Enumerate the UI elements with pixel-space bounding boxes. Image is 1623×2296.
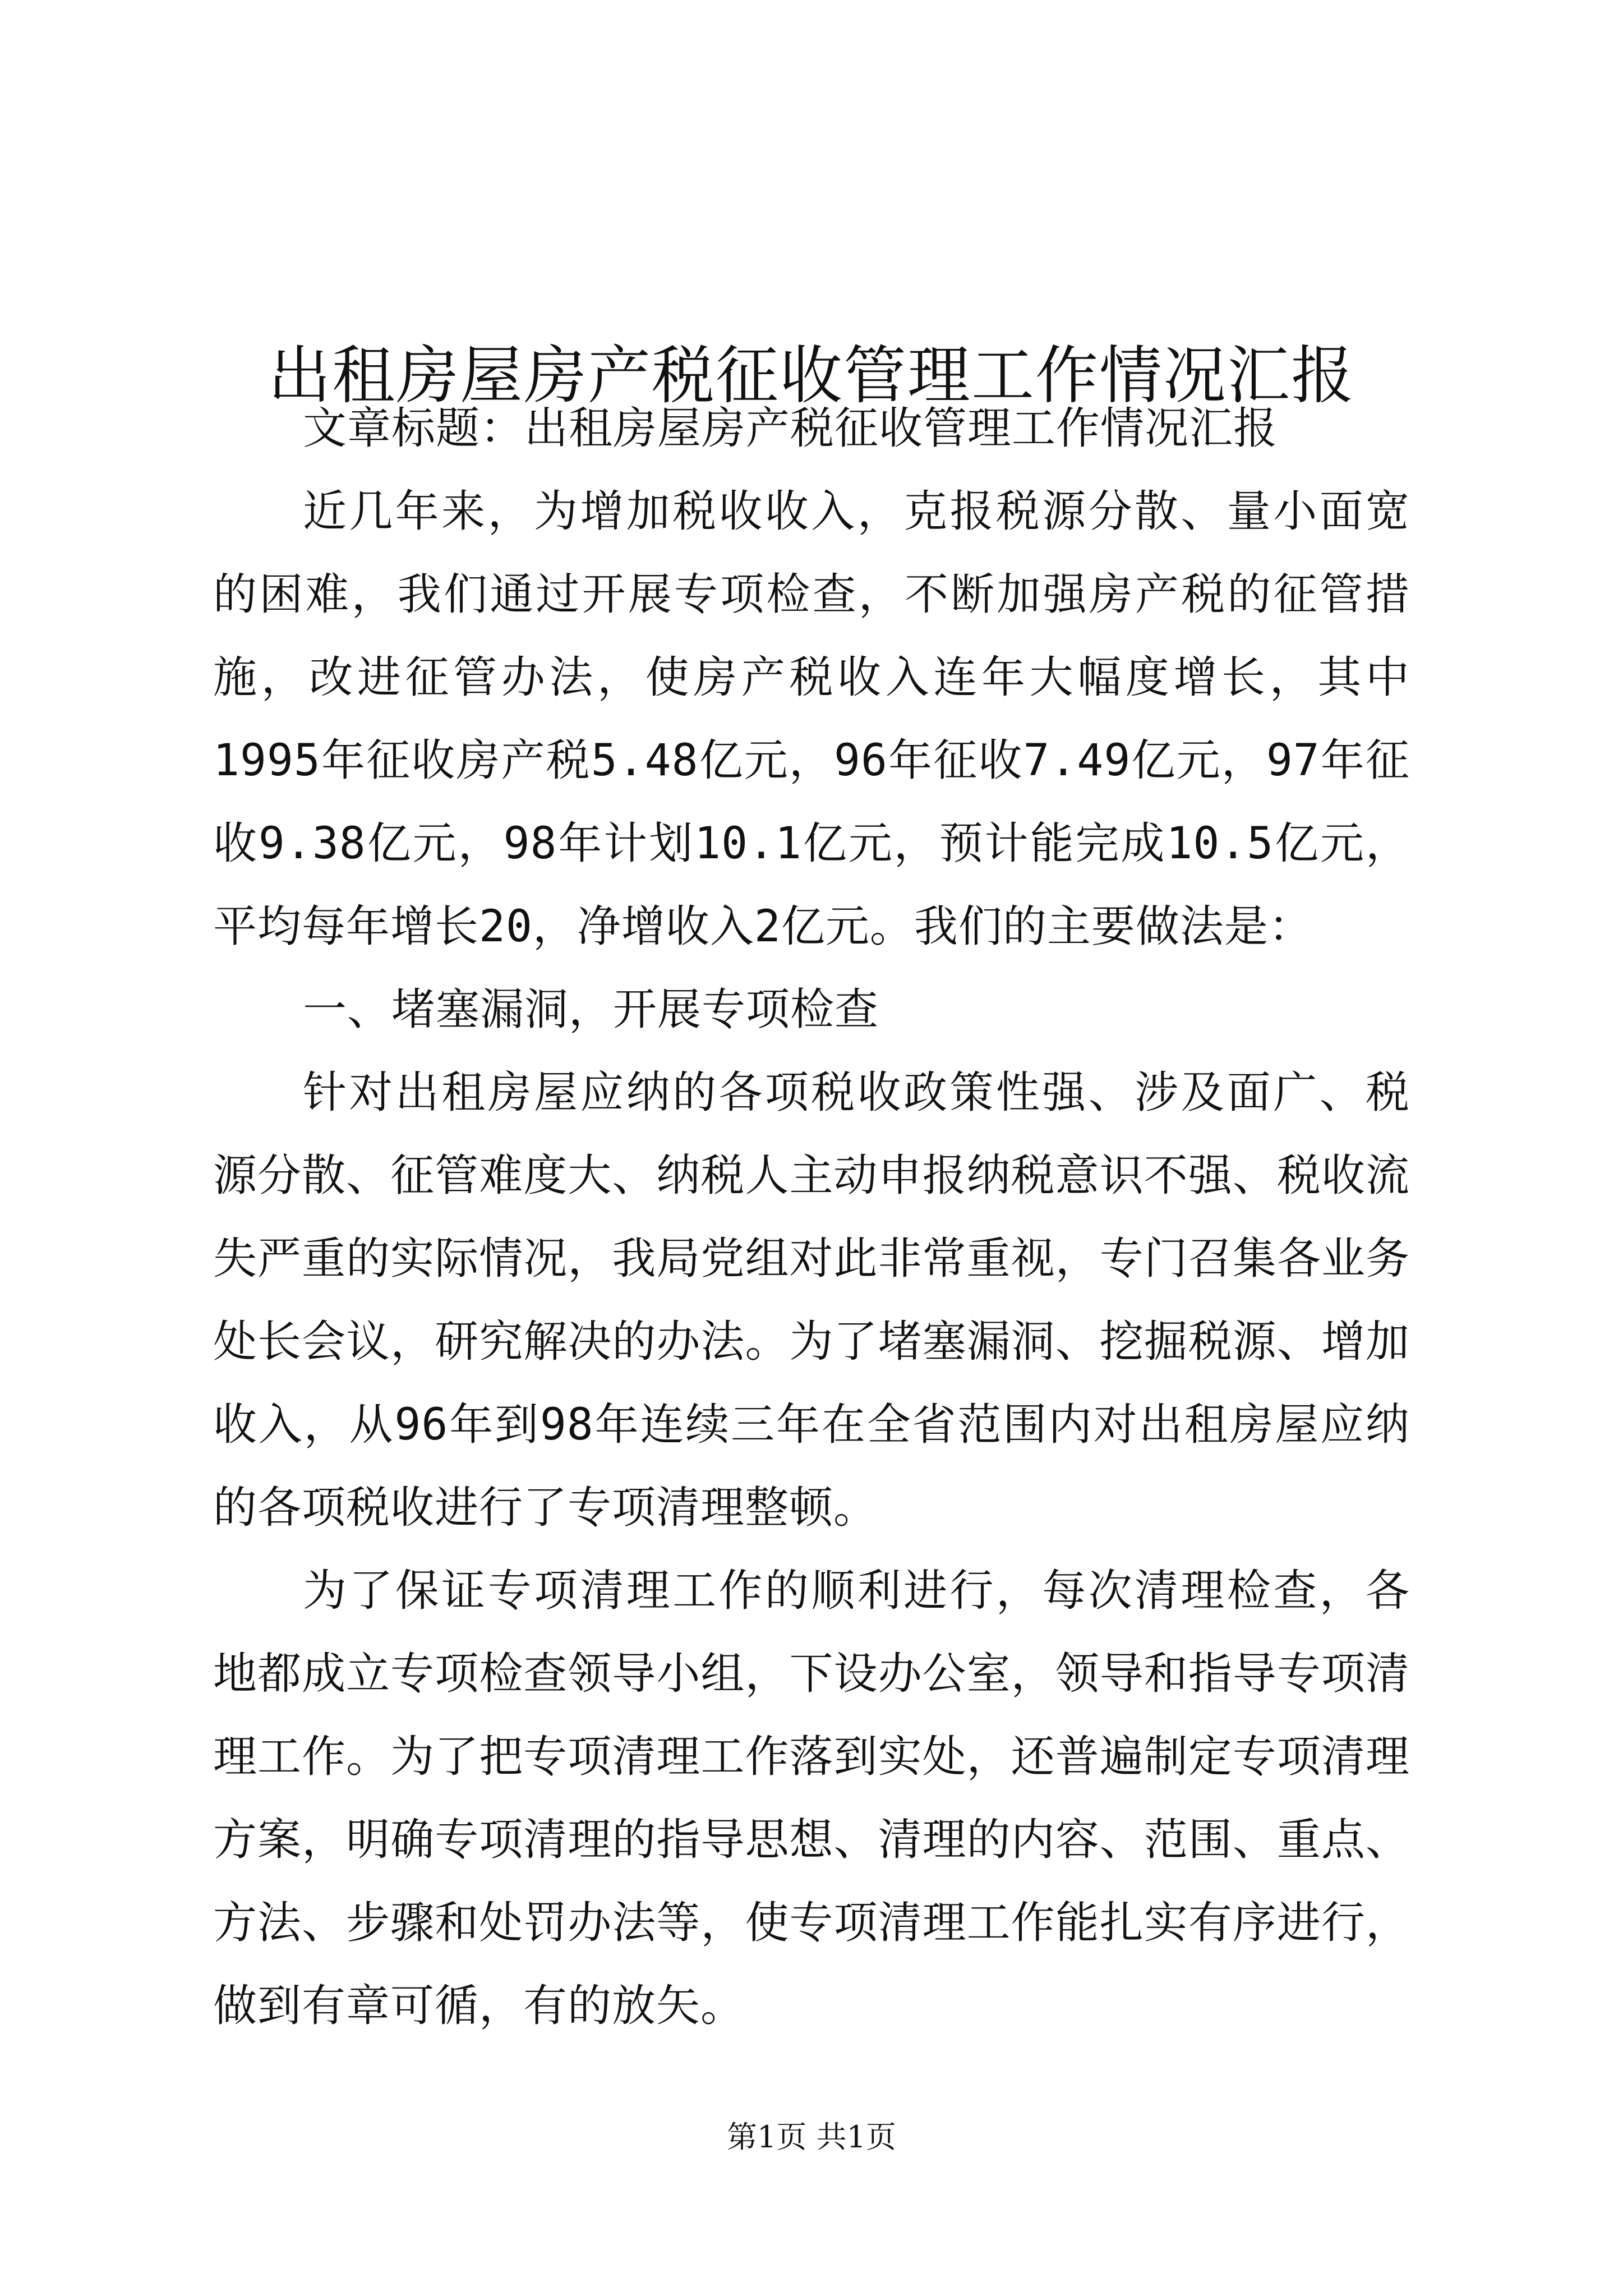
section-heading-1: 一、堵塞漏洞，开展专项检查	[303, 984, 879, 1035]
page-footer: 第1页 共1页	[727, 2119, 896, 2155]
body-paragraph: 针对出租房屋应纳的各项税收政策性强、涉及面广、税源分散、征管难度大、纳税人主动申报纳税意识不强、税收流失严重的实际情况，我局党组对此非常重视，专门召集各业务处长会议，研究解决的办法。为了堵塞漏洞、挖掘税源、增加收入，从96年到98年连续三年在全省范围内对出租房屋应纳的各项税收进行了专项清理整顿。	[213, 1068, 1410, 1533]
intro-paragraph: 近几年来，为增加税收收入，克报税源分散、量小面宽的困难，我们通过开展专项检查，不断加强房产税的征管措施，改进征管办法，使房产税收入连年大幅度增长，其中1995年征收房产税5.48亿元，96年征收7.49亿元，97年征收9.38亿元，98年计划10.1亿元，预计能完成10.5亿元，平均每年增长20，净增收入2亿元。我们的主要做法是：	[213, 486, 1410, 952]
article-title-line: 文章标题：出租房屋房产税征收管理工作情况汇报	[303, 403, 1278, 454]
document-body	[213, 387, 1410, 2047]
body-paragraph: 为了保证专项清理工作的顺利进行，每次清理检查，各地都成立专项检查领导小组，下设办公室，领导和指导专项清理工作。为了把专项清理工作落到实处，还普遍制定专项清理方案，明确专项清理的指导思想、清理的内容、范围、重点、方法、步骤和处罚办法等，使专项清理工作能扎实有序进行，做到有章可循，有的放矢。	[213, 1566, 1410, 2031]
document-title: 出租房屋房产税征收管理工作情况汇报	[268, 339, 1355, 413]
